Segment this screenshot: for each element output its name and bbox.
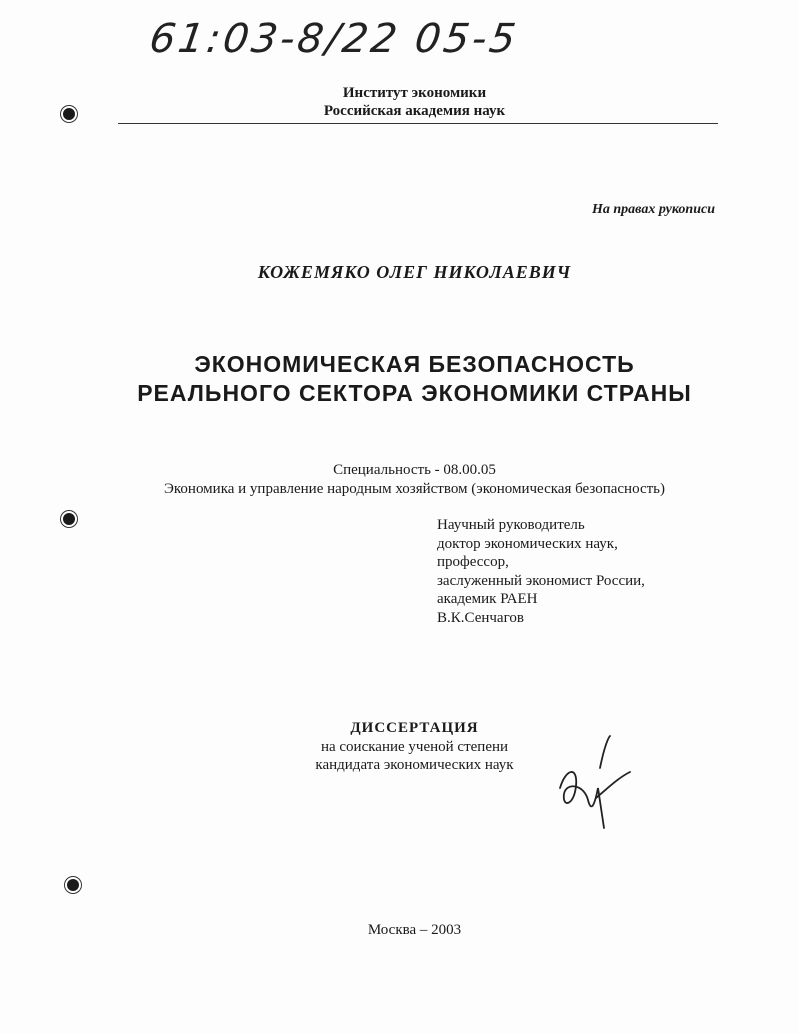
dissertation-block [0, 719, 799, 775]
punch-hole-mark [63, 513, 75, 525]
handwritten-signature [548, 728, 638, 838]
supervisor-block [437, 516, 645, 627]
punch-hole-mark [67, 879, 79, 891]
title-line-1: ЭКОНОМИЧЕСКАЯ БЕЗОПАСНОСТЬ [194, 351, 635, 377]
supervisor-degree: доктор экономических наук, [437, 535, 618, 552]
supervisor-academy: академик РАЕН [437, 591, 538, 607]
supervisor-position: профессор, [437, 554, 509, 570]
dissertation-line-2: кандидата экономических наук [315, 757, 514, 773]
author-name: КОЖЕМЯКО ОЛЕГ НИКОЛАЕВИЧ [257, 262, 572, 282]
organization-line-1: Институт экономики [342, 85, 487, 101]
header-divider [118, 123, 718, 124]
organization-block [0, 84, 799, 120]
specialty-block [0, 461, 799, 499]
supervisor-role: Научный руководитель [437, 517, 585, 533]
archive-number: 61:03-8/22 05-5 [146, 16, 522, 62]
specialty-name: Экономика и управление народным хозяйством (экономическая безопасность) [164, 481, 665, 497]
organization-line-2: Российская академия наук [323, 103, 506, 119]
specialty-code: Специальность - 08.00.05 [333, 462, 496, 478]
supervisor-honor: заслуженный экономист России, [437, 572, 645, 589]
dissertation-line-1: на соискание ученой степени [320, 738, 509, 755]
title-line-2: РЕАЛЬНОГО СЕКТОРА ЭКОНОМИКИ СТРАНЫ [137, 380, 692, 406]
dissertation-title [0, 350, 799, 408]
supervisor-name: В.К.Сенчагов [437, 609, 524, 626]
dissertation-heading: ДИССЕРТАЦИЯ [350, 720, 479, 736]
city-year: Москва – 2003 [367, 922, 462, 938]
manuscript-note: На правах рукописи [592, 202, 715, 217]
